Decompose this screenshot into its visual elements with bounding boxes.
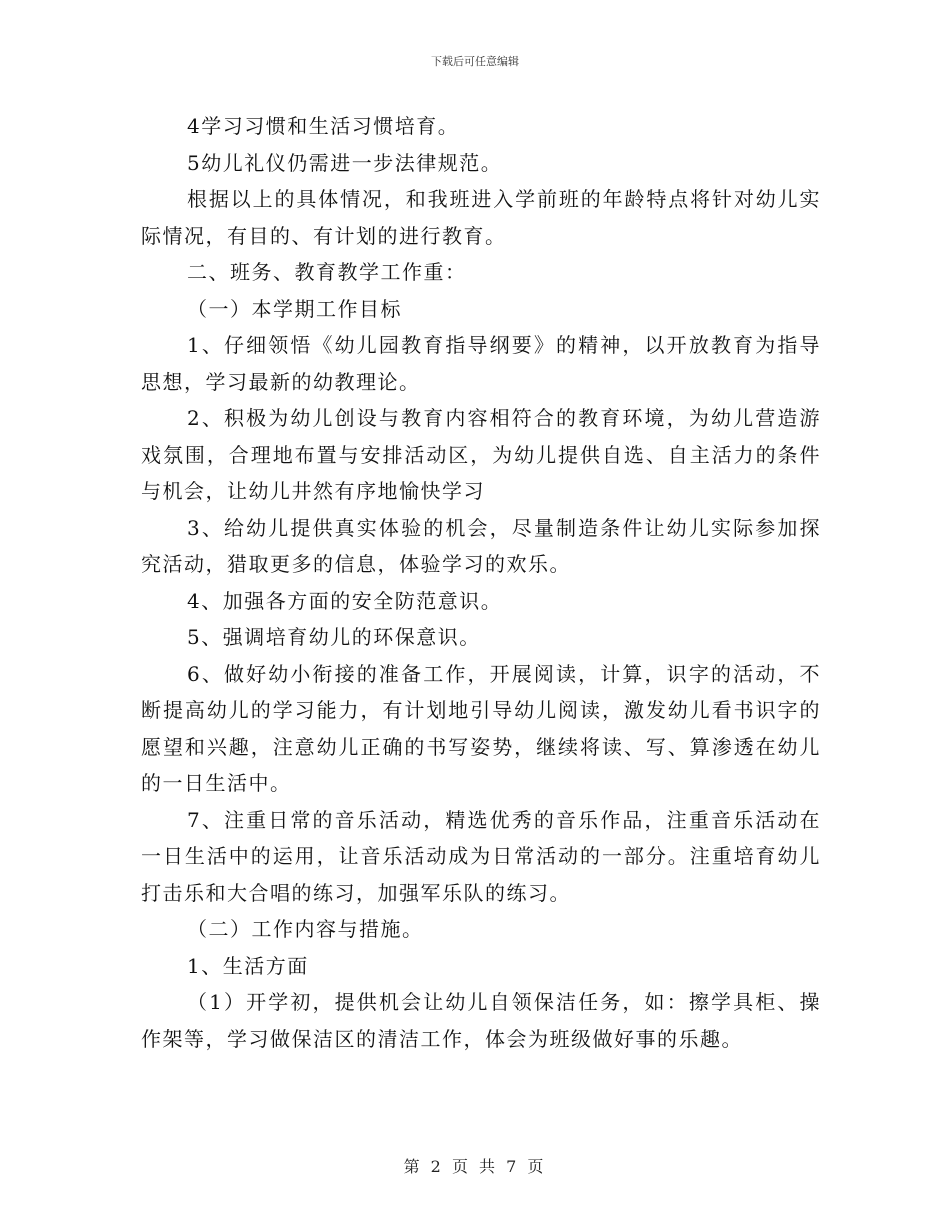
paragraph: 根据以上的具体情况，和我班进入学前班的年龄特点将针对幼儿实际情况，有目的、有计划的进行教育。 [141,187,821,248]
paragraph: 3、给幼儿提供真实体验的机会，尽量制造条件让幼儿实际参加探究活动，猎取更多的信息，体验学习的欢乐。 [141,515,821,576]
paragraph: 5、强调培育幼儿的环保意识。 [187,625,481,649]
paragraph: （1）开学初，提供机会让幼儿自领保洁任务，如：擦学具柜、操作架等，学习做保洁区的清洁工作，体会为班级做好事的乐趣。 [141,990,821,1051]
paragraph: 1、生活方面 [187,953,309,978]
page-number-footer: 第 2 页 共 7 页 [403,1157,547,1176]
paragraph: 4、加强各方面的安全防范意识。 [187,588,503,613]
subsection-heading: （二）工作内容与措施。 [187,917,424,941]
paragraph: 7、注重日常的音乐活动，精选优秀的音乐作品，注重音乐活动在一日生活中的运用，让音乐活动成为日常活动的一部分。注重培育幼儿打击乐和大合唱的练习，加强军乐队的练习。 [141,807,821,905]
paragraph: 1、仔细领悟《幼儿园教育指导纲要》的精神，以开放教育为指导思想，学习最新的幼教理论。 [141,333,821,394]
subsection-heading: （一）本学期工作目标 [187,296,402,321]
paragraph: 4学习习惯和生活习惯培育。 [187,114,460,138]
paragraph: 5幼儿礼仪仍需进一步法律规范。 [187,150,503,175]
document-body [141,108,821,1057]
page-header-note: 下载后可任意编辑 [431,55,519,68]
paragraph: 6、做好幼小衔接的准备工作，开展阅读，计算，识字的活动，不断提高幼儿的学习能力，有计划地引导幼儿阅读，激发幼儿看书识字的愿望和兴趣，注意幼儿正确的书写姿势，继续将读、写、算渗透在幼儿的一日生活中。 [141,661,821,795]
paragraph: 2、积极为幼儿创设与教育内容相符合的教育环境，为幼儿营造游戏氛围，合理地布置与安排活动区，为幼儿提供自选、自主活力的条件与机会，让幼儿井然有序地愉快学习 [141,406,821,503]
section-heading: 二、班务、教育教学工作重： [187,260,467,284]
